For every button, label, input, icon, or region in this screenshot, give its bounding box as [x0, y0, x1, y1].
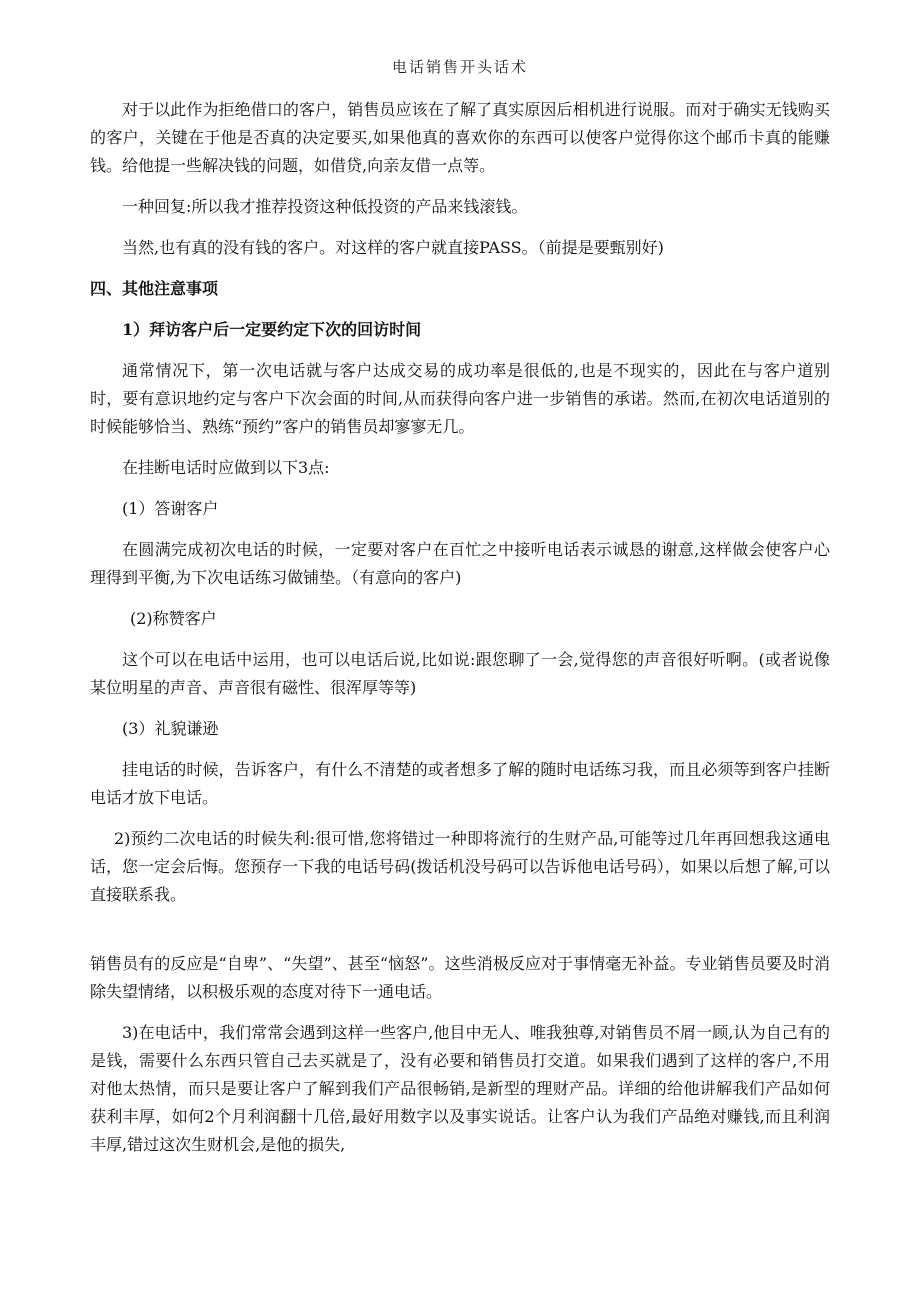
paragraph-refusal-reason: 对于以此作为拒绝借口的客户，销售员应该在了解了真实原因后相机进行说服。而对于确实无钱购买的客户，关键在于他是否真的决定要买,如果他真的喜欢你的东西可以使客户觉得你这个邮币卡真的能赚钱。给他提一些解决钱的问题，如借贷,向亲友借一点等。 — [90, 100, 830, 175]
list-item-praise-customer: (2)称赞客户 — [130, 609, 217, 628]
list-item-thank-customer: (1）答谢客户 — [122, 499, 219, 518]
subheading-revisit-time: 1）拜访客户后一定要约定下次的回访时间 — [122, 320, 422, 339]
paragraph-arrogant-customer: 3)在电话中，我们常常会遇到这样一些客户,他目中无人、唯我独尊,对销售员不屑一顾,认为自己有的是钱，需要什么东西只管自己去买就是了，没有必要和销售员打交道。如果我们遇到了这样的客户,不用对他太热情，而只是要让客户了解到我们产品很畅销,是新型的理财产品。详细的给他讲解我们产品如何获利丰厚，如何2个月利润翻十几倍,最好用数字以及事实说话。让客户认为我们产品绝对赚钱,而且利润丰厚,错过这次生财机会,是他的损失, — [90, 1023, 830, 1154]
paragraph-praise-detail: 这个可以在电话中运用，也可以电话后说,比如说:跟您聊了一会,觉得您的声音很好听啊。(或者说像某位明星的声音、声音很有磁性、很浑厚等等) — [90, 650, 830, 697]
page-header-title: 电话销售开头话术 — [391, 58, 528, 76]
document-body — [90, 96, 830, 1172]
blank-line — [90, 922, 830, 950]
section-heading-other-notes: 四、其他注意事项 — [90, 279, 219, 298]
paragraph-reply: 一种回复:所以我才推荐投资这种低投资的产品来钱滚钱。 — [122, 197, 528, 216]
paragraph-polite-detail: 挂电话的时候，告诉客户，有什么不清楚的或者想多了解的随时电话练习我，而且必须等到客户挂断电话才放下电话。 — [90, 760, 830, 807]
paragraph-second-call-failure: 2)预约二次电话的时候失利:很可惜,您将错过一种即将流行的生财产品,可能等过几年再回想我这通电话，您一定会后悔。您预存一下我的电话号码(拨话机没号码可以告诉他电话号码），如果以后想了解,可以直接联系我。 — [90, 829, 830, 904]
paragraph-no-money: 当然,也有真的没有钱的客户。对这样的客户就直接PASS。（前提是要甄别好) — [122, 238, 664, 257]
paragraph-three-points: 在挂断电话时应做到以下3点: — [122, 458, 330, 477]
paragraph-salesperson-reaction: 销售员有的反应是“自卑”、“失望”、甚至“恼怒”。这些消极反应对于事情毫无补益。专业销售员要及时消除失望情绪，以积极乐观的态度对待下一通电话。 — [90, 954, 830, 1001]
list-item-polite-modest: (3）礼貌谦逊 — [122, 719, 219, 738]
paragraph-usual-case: 通常情况下，第一次电话就与客户达成交易的成功率是很低的,也是不现实的，因此在与客户道别时，要有意识地约定与客户下次会面的时间,从而获得向客户进一步销售的承诺。然而,在初次电话道别的时候能够恰当、熟练“预约”客户的销售员却寥寥无几。 — [90, 361, 830, 436]
paragraph-thank-detail: 在圆满完成初次电话的时候，一定要对客户在百忙之中接听电话表示诚恳的谢意,这样做会使客户心理得到平衡,为下次电话练习做铺垫。（有意向的客户) — [90, 540, 830, 587]
